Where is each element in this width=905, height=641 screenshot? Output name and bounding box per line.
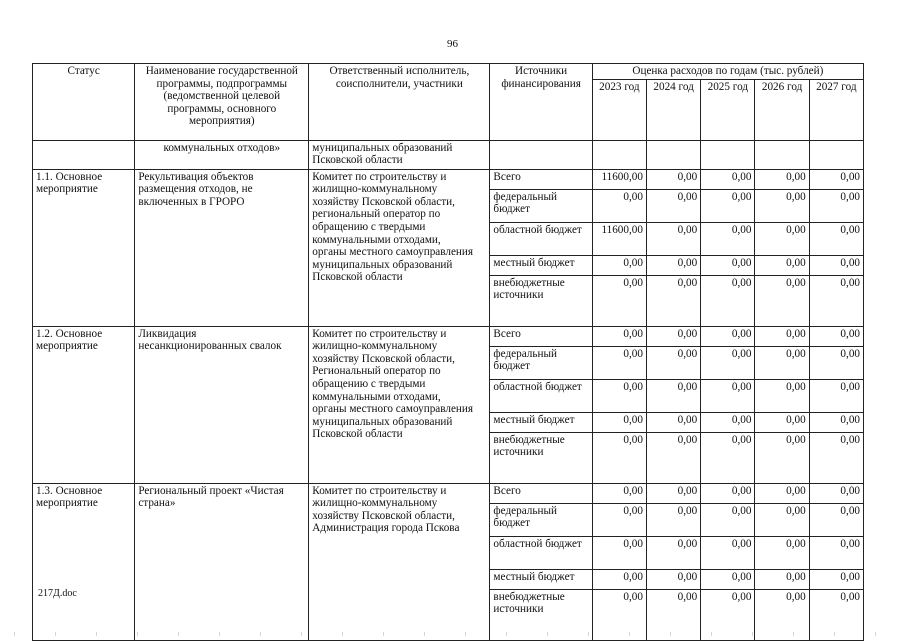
amount-cell: 0,00 — [646, 589, 700, 640]
continuation-row — [33, 140, 864, 169]
amount-cell: 0,00 — [755, 536, 809, 569]
amount-cell: 0,00 — [809, 589, 863, 640]
amount-cell: 0,00 — [755, 569, 809, 589]
amount-cell: 0,00 — [646, 346, 700, 379]
responsible-part: Комитет по строительству и жилищно-коммунальному хозяйству Псковской области, — [312, 170, 455, 208]
amount-cell: 0,00 — [755, 503, 809, 536]
expenditure-table — [32, 63, 864, 641]
amount-cell: 0,00 — [755, 483, 809, 503]
header-name: Наименование государственной программы, подпрограммы (ведомственной целевой программы, основного мероприятия) — [135, 64, 309, 141]
status-cell: 1.3. Основное мероприятие — [33, 483, 135, 640]
amount-cell: 0,00 — [701, 432, 755, 483]
measure-name-cell: Рекультивация объектов размещения отходов, не включенных в ГРОРО — [135, 169, 309, 326]
amount-cell: 0,00 — [701, 189, 755, 222]
source-label: областной бюджет — [490, 536, 592, 569]
header-year: 2026 год — [755, 79, 809, 140]
amount-cell: 0,00 — [701, 222, 755, 255]
source-label: внебюджетные источники — [490, 275, 592, 326]
continuation-empty — [809, 140, 863, 169]
amount-cell: 0,00 — [646, 275, 700, 326]
amount-cell: 0,00 — [701, 536, 755, 569]
amount-cell: 0,00 — [809, 432, 863, 483]
responsible-part: региональный оператор по обращению с твердыми коммунальными отходами, — [312, 208, 441, 246]
amount-cell: 0,00 — [646, 189, 700, 222]
measure-name-cell: Региональный проект «Чистая страна» — [135, 483, 309, 640]
amount-cell: 0,00 — [646, 569, 700, 589]
header-row — [33, 64, 864, 80]
header-year: 2023 год — [592, 79, 646, 140]
continuation-responsible: муниципальных образований Псковской области — [309, 140, 490, 169]
header-year: 2024 год — [646, 79, 700, 140]
amount-cell: 11600,00 — [592, 169, 646, 189]
header-estimate: Оценка расходов по годам (тыс. рублей) — [592, 64, 863, 80]
amount-cell: 0,00 — [592, 412, 646, 432]
amount-cell: 0,00 — [755, 222, 809, 255]
amount-cell: 0,00 — [809, 412, 863, 432]
amount-cell: 0,00 — [755, 189, 809, 222]
amount-cell: 0,00 — [809, 536, 863, 569]
amount-cell: 0,00 — [809, 346, 863, 379]
responsible-part: Комитет по строительству и жилищно-коммунальному хозяйству Псковской области, — [312, 327, 455, 365]
amount-cell: 0,00 — [592, 536, 646, 569]
header-status: Статус — [33, 64, 135, 141]
continuation-empty — [33, 140, 135, 169]
responsible-cell — [309, 483, 490, 640]
amount-cell: 0,00 — [646, 222, 700, 255]
amount-cell: 0,00 — [646, 326, 700, 346]
header-year: 2027 год — [809, 79, 863, 140]
amount-cell: 0,00 — [809, 169, 863, 189]
amount-cell: 0,00 — [701, 346, 755, 379]
source-label: внебюджетные источники — [490, 432, 592, 483]
source-label: Всего — [490, 169, 592, 189]
amount-cell: 0,00 — [592, 189, 646, 222]
footer-filename: 217Д.doc — [38, 588, 77, 599]
amount-cell: 0,00 — [701, 503, 755, 536]
amount-cell: 0,00 — [646, 536, 700, 569]
table-row — [33, 483, 864, 503]
amount-cell: 0,00 — [755, 346, 809, 379]
scan-noise — [0, 632, 905, 636]
continuation-empty — [755, 140, 809, 169]
amount-cell: 0,00 — [592, 589, 646, 640]
amount-cell: 0,00 — [809, 222, 863, 255]
amount-cell: 0,00 — [755, 589, 809, 640]
amount-cell: 0,00 — [755, 326, 809, 346]
amount-cell: 0,00 — [809, 326, 863, 346]
header-year: 2025 год — [701, 79, 755, 140]
responsible-part: органы местного самоуправления муниципальных образований Псковской области — [312, 246, 474, 284]
source-label: внебюджетные источники — [490, 589, 592, 640]
amount-cell: 0,00 — [592, 483, 646, 503]
amount-cell: 0,00 — [701, 589, 755, 640]
amount-cell: 0,00 — [809, 255, 863, 275]
continuation-empty — [592, 140, 646, 169]
source-label: федеральный бюджет — [490, 346, 592, 379]
amount-cell: 0,00 — [701, 255, 755, 275]
continuation-name: коммунальных отходов» — [135, 140, 309, 169]
source-label: областной бюджет — [490, 379, 592, 412]
responsible-cell — [309, 326, 490, 483]
source-label: местный бюджет — [490, 412, 592, 432]
amount-cell: 0,00 — [755, 255, 809, 275]
amount-cell: 0,00 — [592, 346, 646, 379]
source-label: местный бюджет — [490, 569, 592, 589]
source-label: местный бюджет — [490, 255, 592, 275]
header-sources: Источники финансирования — [490, 64, 592, 141]
amount-cell: 0,00 — [755, 379, 809, 412]
amount-cell: 0,00 — [755, 275, 809, 326]
responsible-part: органы местного самоуправления муниципальных образований Псковской области — [312, 403, 474, 441]
amount-cell: 0,00 — [646, 503, 700, 536]
amount-cell: 0,00 — [809, 569, 863, 589]
amount-cell: 0,00 — [592, 255, 646, 275]
continuation-empty — [490, 140, 592, 169]
amount-cell: 0,00 — [755, 169, 809, 189]
amount-cell: 0,00 — [701, 169, 755, 189]
status-cell: 1.1. Основное мероприятие — [33, 169, 135, 326]
amount-cell: 0,00 — [646, 483, 700, 503]
amount-cell: 0,00 — [701, 412, 755, 432]
amount-cell: 0,00 — [646, 169, 700, 189]
amount-cell: 0,00 — [809, 275, 863, 326]
responsible-cell — [309, 169, 490, 326]
continuation-empty — [646, 140, 700, 169]
amount-cell: 0,00 — [701, 326, 755, 346]
amount-cell: 0,00 — [646, 255, 700, 275]
responsible-part: Администрация города Пскова — [312, 522, 460, 535]
amount-cell: 0,00 — [809, 189, 863, 222]
amount-cell: 0,00 — [701, 379, 755, 412]
responsible-part: Комитет по строительству и жилищно-коммунальному хозяйству Псковской области, — [312, 484, 455, 522]
amount-cell: 0,00 — [755, 432, 809, 483]
amount-cell: 0,00 — [809, 379, 863, 412]
measure-name-cell: Ликвидация несанкционированных свалок — [135, 326, 309, 483]
source-label: Всего — [490, 483, 592, 503]
responsible-part: Региональный оператор по обращению с твердыми коммунальными отходами, — [312, 365, 441, 403]
amount-cell: 0,00 — [592, 379, 646, 412]
source-label: федеральный бюджет — [490, 189, 592, 222]
header-responsible: Ответственный исполнитель, соисполнители, участники — [309, 64, 490, 141]
source-label: областной бюджет — [490, 222, 592, 255]
page-number: 96 — [447, 38, 458, 50]
amount-cell: 0,00 — [701, 569, 755, 589]
amount-cell: 0,00 — [592, 503, 646, 536]
amount-cell: 11600,00 — [592, 222, 646, 255]
table-row — [33, 326, 864, 346]
amount-cell: 0,00 — [592, 432, 646, 483]
amount-cell: 0,00 — [701, 483, 755, 503]
amount-cell: 0,00 — [592, 326, 646, 346]
continuation-empty — [701, 140, 755, 169]
amount-cell: 0,00 — [646, 412, 700, 432]
amount-cell: 0,00 — [701, 275, 755, 326]
amount-cell: 0,00 — [809, 483, 863, 503]
source-label: Всего — [490, 326, 592, 346]
amount-cell: 0,00 — [755, 412, 809, 432]
source-label: федеральный бюджет — [490, 503, 592, 536]
amount-cell: 0,00 — [809, 503, 863, 536]
amount-cell: 0,00 — [646, 432, 700, 483]
amount-cell: 0,00 — [592, 569, 646, 589]
status-cell: 1.2. Основное мероприятие — [33, 326, 135, 483]
table-row — [33, 169, 864, 189]
amount-cell: 0,00 — [592, 275, 646, 326]
amount-cell: 0,00 — [646, 379, 700, 412]
